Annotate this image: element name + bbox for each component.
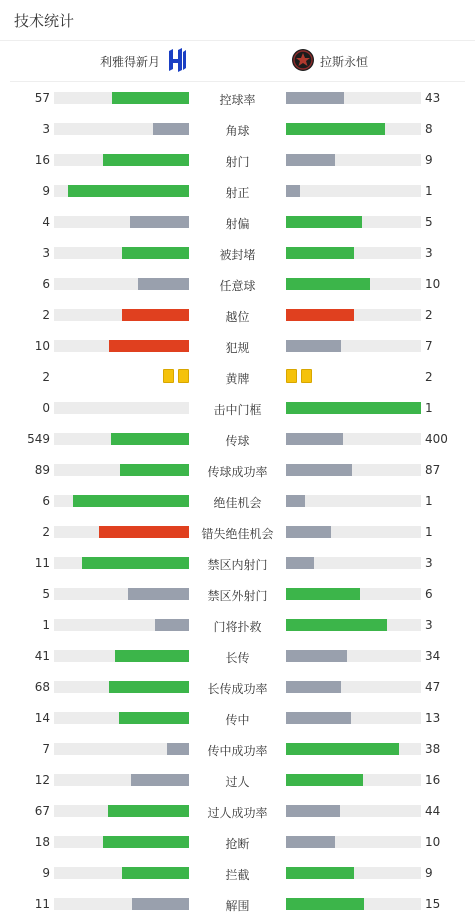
yellow-card-icon: [163, 369, 174, 383]
stat-row: [0, 547, 475, 578]
away-bar: [286, 216, 421, 228]
away-bar-fill: [286, 402, 421, 414]
stat-row: [0, 485, 475, 516]
stat-row: [0, 423, 475, 454]
away-bar-fill: [286, 247, 354, 259]
home-value: 18: [34, 835, 50, 849]
away-value: 10: [425, 835, 441, 849]
home-value: 57: [34, 91, 50, 105]
teams-header: [0, 41, 475, 81]
stat-label: 击中门框: [213, 403, 262, 417]
stat-label: 错失绝佳机会: [201, 527, 274, 541]
away-bar-fill: [286, 619, 387, 631]
away-bar-fill: [286, 557, 314, 569]
away-value: 43: [425, 91, 441, 105]
away-value: 1: [425, 525, 433, 539]
home-team-name: 利雅得新月: [99, 54, 160, 69]
away-team[interactable]: [291, 41, 368, 81]
home-bar-fill: [111, 433, 189, 445]
home-bar-fill: [131, 774, 189, 786]
away-bar: [286, 805, 421, 817]
stat-row: [0, 361, 475, 392]
away-bar-fill: [286, 681, 341, 693]
home-team[interactable]: [100, 41, 188, 81]
away-bar: [286, 836, 421, 848]
home-value: 2: [42, 370, 50, 384]
away-value: 7: [425, 339, 433, 353]
stat-label: 禁区内射门: [207, 558, 268, 572]
home-value: 14: [34, 711, 50, 725]
home-value: 2: [42, 525, 50, 539]
home-bar: [54, 216, 189, 228]
home-value: 2: [42, 308, 50, 322]
away-value: 2: [425, 370, 433, 384]
al-hilal-logo-icon: [166, 47, 188, 76]
away-bar: [286, 154, 421, 166]
home-bar-fill: [155, 619, 189, 631]
stat-label: 长传成功率: [207, 682, 268, 696]
home-bar-fill: [130, 216, 189, 228]
home-bar-fill: [122, 247, 190, 259]
away-value: 400: [425, 432, 448, 446]
home-bar-fill: [122, 867, 190, 879]
away-bar-fill: [286, 464, 352, 476]
stat-label: 越位: [225, 310, 250, 324]
away-bar: [286, 867, 421, 879]
stats-list: [0, 82, 475, 919]
away-value: 16: [425, 773, 441, 787]
home-bar: [54, 123, 189, 135]
stat-label: 门将扑救: [213, 620, 262, 634]
stat-label: 传中成功率: [207, 744, 268, 758]
stat-row: [0, 113, 475, 144]
away-bar: [286, 557, 421, 569]
stat-row: [0, 82, 475, 113]
stat-row: [0, 671, 475, 702]
away-value: 2: [425, 308, 433, 322]
home-bar: [54, 743, 189, 755]
away-value: 3: [425, 556, 433, 570]
home-bar-fill: [122, 309, 190, 321]
yellow-card-icon: [301, 369, 312, 383]
away-bar-fill: [286, 154, 335, 166]
stat-label: 传中: [225, 713, 250, 727]
home-bar-fill: [68, 185, 190, 197]
home-bar-fill: [128, 588, 189, 600]
home-bar: [54, 154, 189, 166]
away-value: 1: [425, 494, 433, 508]
away-bar: [286, 495, 421, 507]
stat-row: [0, 268, 475, 299]
away-value: 9: [425, 153, 433, 167]
away-bar-fill: [286, 185, 300, 197]
away-bar-fill: [286, 588, 360, 600]
stat-label: 黄牌: [225, 372, 250, 386]
home-bar: [54, 247, 189, 259]
stat-row: [0, 454, 475, 485]
away-value: 44: [425, 804, 441, 818]
home-bar-fill: [167, 743, 189, 755]
away-value: 15: [425, 897, 441, 911]
away-value: 47: [425, 680, 441, 694]
away-bar: [286, 619, 421, 631]
away-bar: [286, 92, 421, 104]
home-bar: [54, 495, 189, 507]
away-bar-fill: [286, 526, 331, 538]
stat-row: [0, 702, 475, 733]
stat-row: [0, 299, 475, 330]
home-value: 11: [34, 897, 50, 911]
home-bar-fill: [138, 278, 189, 290]
home-bar-fill: [109, 340, 189, 352]
stat-row: [0, 578, 475, 609]
stat-label: 抢断: [225, 837, 250, 851]
away-bar: [286, 123, 421, 135]
home-value: 7: [42, 742, 50, 756]
home-value: 549: [27, 432, 50, 446]
stat-row: [0, 609, 475, 640]
away-value: 5: [425, 215, 433, 229]
al-raed-logo-icon: [291, 48, 315, 75]
away-bar-fill: [286, 495, 305, 507]
away-team-name: 拉斯永恒: [320, 54, 369, 69]
stat-label: 犯规: [225, 341, 250, 355]
home-value: 89: [34, 463, 50, 477]
away-bar: [286, 743, 421, 755]
stat-label: 射门: [225, 155, 250, 169]
home-value: 5: [42, 587, 50, 601]
away-value: 3: [425, 246, 433, 260]
away-bar-fill: [286, 92, 344, 104]
home-bar-fill: [82, 557, 189, 569]
stat-row: [0, 795, 475, 826]
stat-row: [0, 206, 475, 237]
away-bar-fill: [286, 743, 399, 755]
stat-label: 传球成功率: [207, 465, 268, 479]
home-bar: [54, 402, 189, 414]
stat-label: 绝佳机会: [213, 496, 262, 510]
home-bar: [54, 650, 189, 662]
stat-row: [0, 330, 475, 361]
home-bar: [54, 836, 189, 848]
stat-row: [0, 826, 475, 857]
home-bar-fill: [103, 836, 189, 848]
home-yellow-cards: [163, 369, 189, 383]
stat-label: 射偏: [225, 217, 250, 231]
away-bar: [286, 650, 421, 662]
home-bar: [54, 712, 189, 724]
stat-label: 过人成功率: [207, 806, 268, 820]
home-bar: [54, 588, 189, 600]
away-bar-fill: [286, 867, 354, 879]
away-value: 38: [425, 742, 441, 756]
stat-row: [0, 640, 475, 671]
home-bar: [54, 805, 189, 817]
yellow-card-icon: [178, 369, 189, 383]
home-value: 68: [34, 680, 50, 694]
stat-row: [0, 857, 475, 888]
away-bar: [286, 898, 421, 910]
home-bar: [54, 433, 189, 445]
stat-label: 控球率: [219, 93, 256, 107]
away-value: 10: [425, 277, 441, 291]
home-bar: [54, 278, 189, 290]
away-value: 8: [425, 122, 433, 136]
home-bar: [54, 92, 189, 104]
stat-row: [0, 516, 475, 547]
away-bar-fill: [286, 650, 347, 662]
home-bar-fill: [119, 712, 189, 724]
home-bar-fill: [108, 805, 189, 817]
away-bar: [286, 588, 421, 600]
stat-row: [0, 733, 475, 764]
home-bar-fill: [153, 123, 189, 135]
stat-row: [0, 237, 475, 268]
stat-label: 解围: [225, 899, 250, 913]
home-bar-fill: [132, 898, 189, 910]
away-value: 3: [425, 618, 433, 632]
home-bar: [54, 619, 189, 631]
home-bar: [54, 774, 189, 786]
away-bar: [286, 433, 421, 445]
home-value: 3: [42, 246, 50, 260]
stat-label: 禁区外射门: [207, 589, 268, 603]
home-value: 9: [42, 184, 50, 198]
away-bar-fill: [286, 340, 341, 352]
home-bar: [54, 557, 189, 569]
stat-label: 过人: [225, 775, 250, 789]
home-bar-fill: [99, 526, 189, 538]
away-bar: [286, 402, 421, 414]
stat-label: 传球: [225, 434, 250, 448]
home-value: 1: [42, 618, 50, 632]
home-bar: [54, 898, 189, 910]
away-bar-fill: [286, 309, 354, 321]
away-bar-fill: [286, 433, 343, 445]
home-bar-fill: [115, 650, 189, 662]
away-bar-fill: [286, 712, 351, 724]
page-title: 技术统计: [14, 11, 75, 30]
home-bar: [54, 340, 189, 352]
home-bar: [54, 185, 189, 197]
away-bar-fill: [286, 123, 385, 135]
away-bar: [286, 464, 421, 476]
home-value: 4: [42, 215, 50, 229]
stat-row: [0, 392, 475, 423]
away-bar: [286, 340, 421, 352]
stat-label: 被封堵: [219, 248, 256, 262]
away-bar-fill: [286, 774, 363, 786]
away-bar: [286, 309, 421, 321]
stat-row: [0, 175, 475, 206]
home-value: 16: [34, 153, 50, 167]
home-bar: [54, 464, 189, 476]
stat-label: 角球: [225, 124, 250, 138]
home-value: 6: [42, 494, 50, 508]
home-value: 41: [34, 649, 50, 663]
home-bar-fill: [109, 681, 189, 693]
away-bar-fill: [286, 216, 362, 228]
home-bar-fill: [73, 495, 189, 507]
home-value: 12: [34, 773, 50, 787]
home-value: 11: [34, 556, 50, 570]
away-bar: [286, 774, 421, 786]
home-bar-fill: [112, 92, 189, 104]
stat-row: [0, 144, 475, 175]
away-value: 9: [425, 866, 433, 880]
away-bar-fill: [286, 836, 335, 848]
home-value: 3: [42, 122, 50, 136]
away-bar: [286, 526, 421, 538]
home-value: 6: [42, 277, 50, 291]
home-bar: [54, 681, 189, 693]
home-value: 9: [42, 866, 50, 880]
away-bar: [286, 681, 421, 693]
home-bar-fill: [103, 154, 189, 166]
home-value: 10: [34, 339, 50, 353]
stat-row: [0, 888, 475, 919]
stat-label: 射正: [225, 186, 250, 200]
away-value: 87: [425, 463, 441, 477]
stat-label: 拦截: [225, 868, 250, 882]
away-bar: [286, 185, 421, 197]
away-value: 6: [425, 587, 433, 601]
home-bar-fill: [120, 464, 189, 476]
home-value: 67: [34, 804, 50, 818]
home-value: 0: [42, 401, 50, 415]
away-value: 13: [425, 711, 441, 725]
away-bar: [286, 712, 421, 724]
away-value: 1: [425, 184, 433, 198]
away-value: 1: [425, 401, 433, 415]
home-bar: [54, 309, 189, 321]
stat-row: [0, 764, 475, 795]
away-bar: [286, 278, 421, 290]
stat-label: 长传: [225, 651, 250, 665]
away-value: 34: [425, 649, 441, 663]
away-bar-fill: [286, 805, 340, 817]
away-bar-fill: [286, 278, 370, 290]
away-bar-fill: [286, 898, 364, 910]
yellow-card-icon: [286, 369, 297, 383]
away-bar: [286, 247, 421, 259]
home-bar: [54, 526, 189, 538]
stat-label: 任意球: [219, 279, 256, 293]
away-yellow-cards: [286, 369, 312, 383]
home-bar: [54, 867, 189, 879]
